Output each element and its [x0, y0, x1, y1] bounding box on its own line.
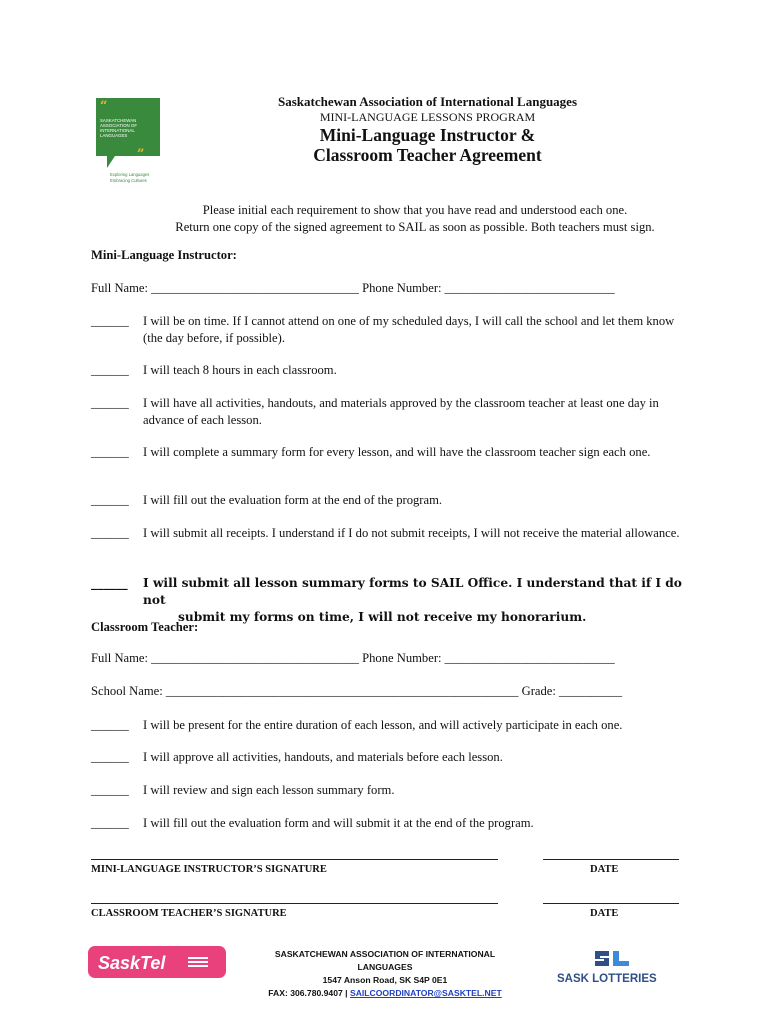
instructor-item: [91, 525, 691, 542]
initial-blank[interactable]: ______: [91, 493, 129, 507]
instructor-date-line[interactable]: [543, 859, 679, 860]
title-line-1: Mini-Language Instructor &: [319, 125, 536, 145]
initial-blank[interactable]: ______: [91, 750, 129, 764]
date-label: DATE: [590, 908, 619, 919]
initial-blank[interactable]: ______: [91, 363, 129, 377]
initial-blank[interactable]: ______: [91, 576, 128, 590]
instructor-item: [91, 313, 691, 347]
svg-text:ASSOCIATION OF: ASSOCIATION OF: [100, 123, 137, 128]
instructor-item: [91, 362, 691, 379]
svg-text:LANGUAGES: LANGUAGES: [100, 133, 128, 138]
sasktel-logo: [88, 946, 226, 978]
org-name: Saskatchewan Association of International Languages: [277, 94, 578, 109]
footer-line-2: LANGUAGES: [357, 962, 413, 972]
intro-line-2: Return one copy of the signed agreement to SAIL as soon as possible. Both teachers must sign.: [175, 220, 655, 234]
bold-item-line-2: submit my forms on time, I will not receive my honorarium.: [178, 610, 587, 624]
svg-text:SASK LOTTERIES: SASK LOTTERIES: [557, 973, 657, 985]
date-label: DATE: [590, 864, 619, 875]
teacher-item: [91, 815, 691, 832]
svg-text:INTERNATIONAL: INTERNATIONAL: [100, 128, 135, 133]
intro-text: [90, 202, 740, 236]
item-text: I will submit all receipts. I understand if I do not submit receipts, I will not receive the material allowance.: [143, 526, 680, 540]
initial-blank[interactable]: ______: [91, 314, 129, 328]
item-text: I will fill out the evaluation form and will submit it at the end of the program.: [143, 816, 534, 830]
initial-blank[interactable]: ______: [91, 816, 129, 830]
svg-text:”: ”: [137, 147, 145, 162]
initial-blank[interactable]: ______: [91, 396, 129, 410]
intro-line-1: Please initial each requirement to show that you have read and understood each one.: [202, 203, 628, 217]
item-text: I will have all activities, handouts, and materials approved by the classroom teacher at least one day in advance of each lesson.: [143, 396, 659, 427]
footer-address: [258, 948, 512, 1000]
email-link[interactable]: SAILCOORDINATOR@SASKTEL.NET: [349, 988, 502, 998]
sask-lotteries-logo: [553, 948, 675, 988]
svg-text:“: “: [100, 99, 108, 114]
svg-text:Embracing Cultures: Embracing Cultures: [110, 178, 147, 183]
footer-line-3: 1547 Anson Road, SK S4P 0E1: [322, 975, 448, 985]
initial-blank[interactable]: ______: [91, 445, 129, 459]
teacher-date-line[interactable]: [543, 903, 679, 904]
bold-item-line-1: I will submit all lesson summary forms to SAIL Office. I understand that if I do not: [143, 576, 682, 607]
initial-blank[interactable]: ______: [91, 718, 129, 732]
separator: |: [345, 988, 348, 998]
teacher-item: [91, 749, 691, 766]
svg-text:SaskTel: SaskTel: [98, 953, 166, 973]
teacher-heading: Classroom Teacher:: [91, 620, 199, 634]
svg-text:SASKATCHEWAN: SASKATCHEWAN: [100, 118, 137, 123]
svg-text:Exploring Languages: Exploring Languages: [110, 172, 150, 177]
instructor-name-phone-field[interactable]: Full Name: _________________________________ Phone Number: ___________________________: [91, 281, 615, 295]
instructor-heading: Mini-Language Instructor:: [91, 248, 237, 262]
title-line-2: Classroom Teacher Agreement: [313, 145, 542, 165]
document-header: [200, 94, 655, 165]
instructor-bold-item: [91, 575, 691, 626]
initial-blank[interactable]: ______: [91, 783, 129, 797]
instructor-signature-line[interactable]: [91, 859, 498, 860]
footer-contact: [258, 987, 512, 1000]
fax-number: FAX: 306.780.9407: [268, 988, 343, 998]
instructor-item: [91, 395, 691, 429]
item-text: I will review and sign each lesson summary form.: [143, 783, 395, 797]
item-text: I will be present for the entire duration of each lesson, and will actively participate in each one.: [143, 718, 623, 732]
teacher-school-grade-field[interactable]: School Name: ________________________________________________________ Grade: __________: [91, 684, 623, 698]
teacher-item: [91, 717, 691, 734]
item-text: I will fill out the evaluation form at the end of the program.: [143, 493, 443, 507]
item-text: I will complete a summary form for every lesson, and will have the classroom teacher sign each one.: [143, 445, 651, 459]
footer-line-1: SASKATCHEWAN ASSOCIATION OF INTERNATIONAL: [274, 949, 496, 959]
teacher-signature-label: CLASSROOM TEACHER’S SIGNATURE: [91, 908, 287, 919]
teacher-item: [91, 782, 691, 799]
instructor-item: [91, 492, 691, 509]
sail-logo: [93, 96, 163, 186]
teacher-signature-line[interactable]: [91, 903, 498, 904]
item-text: I will be on time. If I cannot attend on one of my scheduled days, I will call the school and let them know (the day before, if possible).: [143, 314, 675, 345]
instructor-item: [91, 444, 691, 461]
teacher-name-phone-field[interactable]: Full Name: _________________________________ Phone Number: ___________________________: [91, 651, 615, 665]
program-name: MINI-LANGUAGE LESSONS PROGRAM: [319, 110, 536, 124]
item-text: I will approve all activities, handouts, and materials before each lesson.: [143, 750, 503, 764]
initial-blank[interactable]: ______: [91, 526, 129, 540]
item-text: I will teach 8 hours in each classroom.: [143, 363, 337, 377]
instructor-signature-label: MINI-LANGUAGE INSTRUCTOR’S SIGNATURE: [91, 864, 327, 875]
